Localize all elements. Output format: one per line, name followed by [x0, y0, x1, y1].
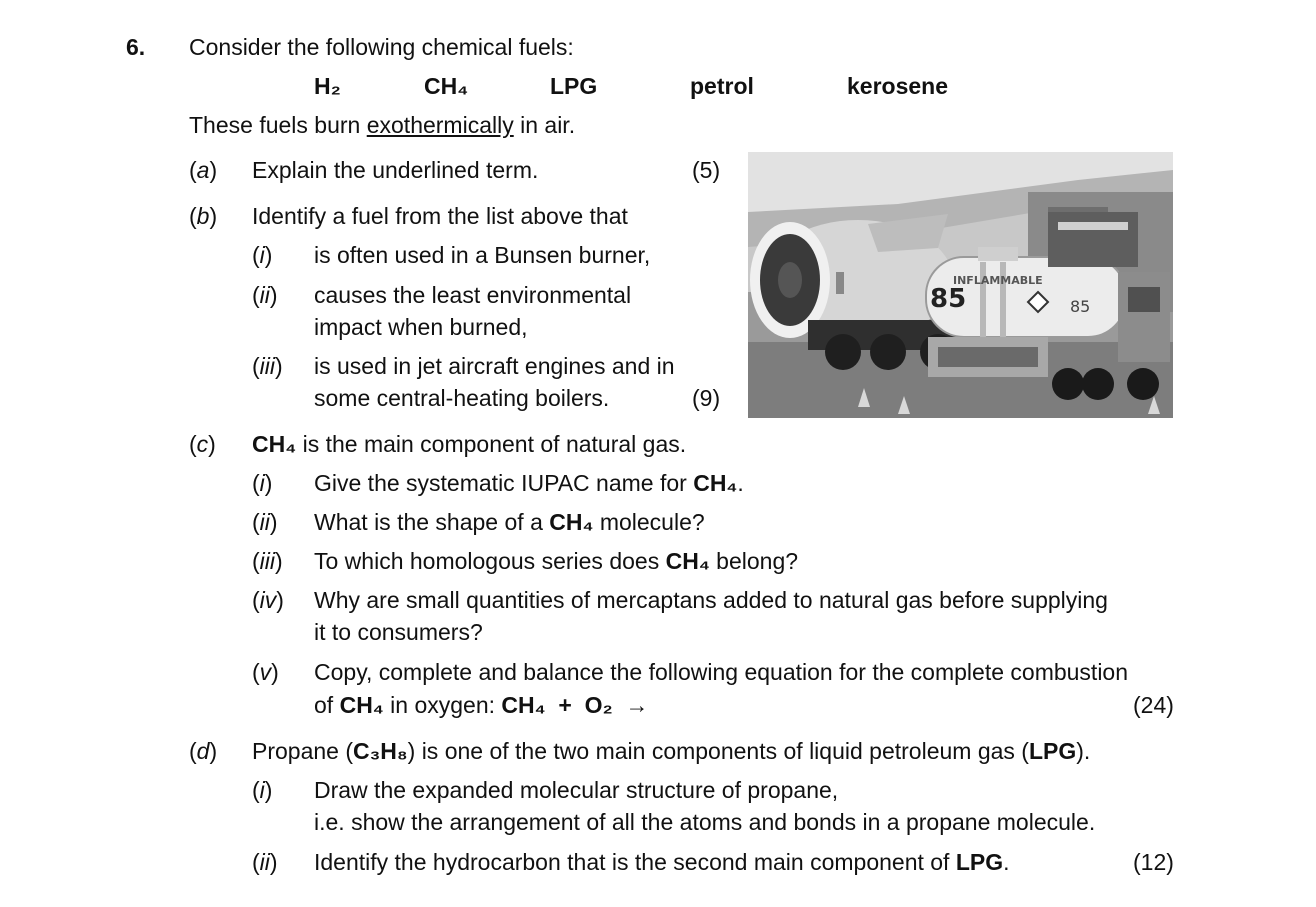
part-d-i-text-cont: i.e. show the arrangement of all the atoms and bonds in a propane molecule. [314, 809, 1096, 835]
part-c-iii-text: To which homologous series does CH₄ belong? [314, 548, 799, 574]
tank-side-number: 85 [1070, 297, 1091, 316]
part-c-v-text-cont: of CH₄ in oxygen: CH₄ + O₂ → [314, 692, 649, 718]
part-d-text: Propane (C₃H₈) is one of the two main components of liquid petroleum gas (LPG). [252, 738, 1091, 764]
part-c-iv-label: (iv) [252, 587, 284, 613]
fuel-item: CH₄ [424, 73, 469, 99]
question-number: 6. [126, 34, 146, 60]
tank-inflammable-text: INFLAMMABLE [953, 274, 1043, 287]
part-d-i-text: Draw the expanded molecular structure of propane, [314, 777, 839, 803]
part-c-ii-text: What is the shape of a CH₄ molecule? [314, 509, 705, 535]
part-c-i-label: (i) [252, 470, 273, 496]
part-a-text: Explain the underlined term. [252, 157, 539, 183]
part-d-ii-text: Identify the hydrocarbon that is the second main component of LPG. [314, 849, 1010, 875]
part-a-label: (a) [189, 157, 218, 183]
part-b-text: Identify a fuel from the list above that [252, 203, 628, 229]
fuel-item: kerosene [847, 73, 949, 99]
fuel-item: H₂ [314, 73, 341, 99]
part-b-ii-text: causes the least environmental [314, 282, 632, 308]
part-b-iii-text: is used in jet aircraft engines and in [314, 353, 675, 379]
statement: These fuels burn exothermically in air. [189, 112, 576, 138]
part-d-marks: (12) [1133, 849, 1174, 875]
part-b-i-text: is often used in a Bunsen burner, [314, 242, 651, 268]
part-c-i-text: Give the systematic IUPAC name for CH₄. [314, 470, 744, 496]
part-c-v-text: Copy, complete and balance the following equation for the complete combustion [314, 659, 1129, 685]
part-b-i-label: (i) [252, 242, 273, 268]
part-d-label: (d) [189, 738, 218, 764]
part-b-marks: (9) [692, 385, 721, 411]
part-b-iii-text-cont: some central-heating boilers. [314, 385, 610, 411]
fuel-item: petrol [690, 73, 754, 99]
tank-number: 85 [930, 284, 967, 314]
part-b-label: (b) [189, 203, 218, 229]
part-b-ii-text-cont: impact when burned, [314, 314, 528, 340]
underlined-term: exothermically [366, 112, 514, 138]
question-intro: Consider the following chemical fuels: [189, 34, 574, 60]
part-a-marks: (5) [692, 157, 721, 183]
part-c-ii-label: (ii) [252, 509, 278, 535]
part-b-iii-label: (iii) [252, 353, 283, 379]
part-c-marks: (24) [1133, 692, 1174, 718]
part-b-ii-label: (ii) [252, 282, 278, 308]
aircraft-refuelling-photo [748, 152, 1173, 418]
part-d-ii-label: (ii) [252, 849, 278, 875]
combustion-equation: CH₄ + O₂ → [501, 692, 649, 718]
part-c-iii-label: (iii) [252, 548, 283, 574]
fuel-item: LPG [550, 73, 598, 99]
part-c-iv-text-cont: it to consumers? [314, 619, 483, 645]
part-c-iv-text: Why are small quantities of mercaptans added to natural gas before supplying [314, 587, 1108, 613]
part-c-label: (c) [189, 431, 216, 457]
part-c-text: CH₄ is the main component of natural gas. [252, 431, 687, 457]
part-d-i-label: (i) [252, 777, 273, 803]
part-c-v-label: (v) [252, 659, 279, 685]
